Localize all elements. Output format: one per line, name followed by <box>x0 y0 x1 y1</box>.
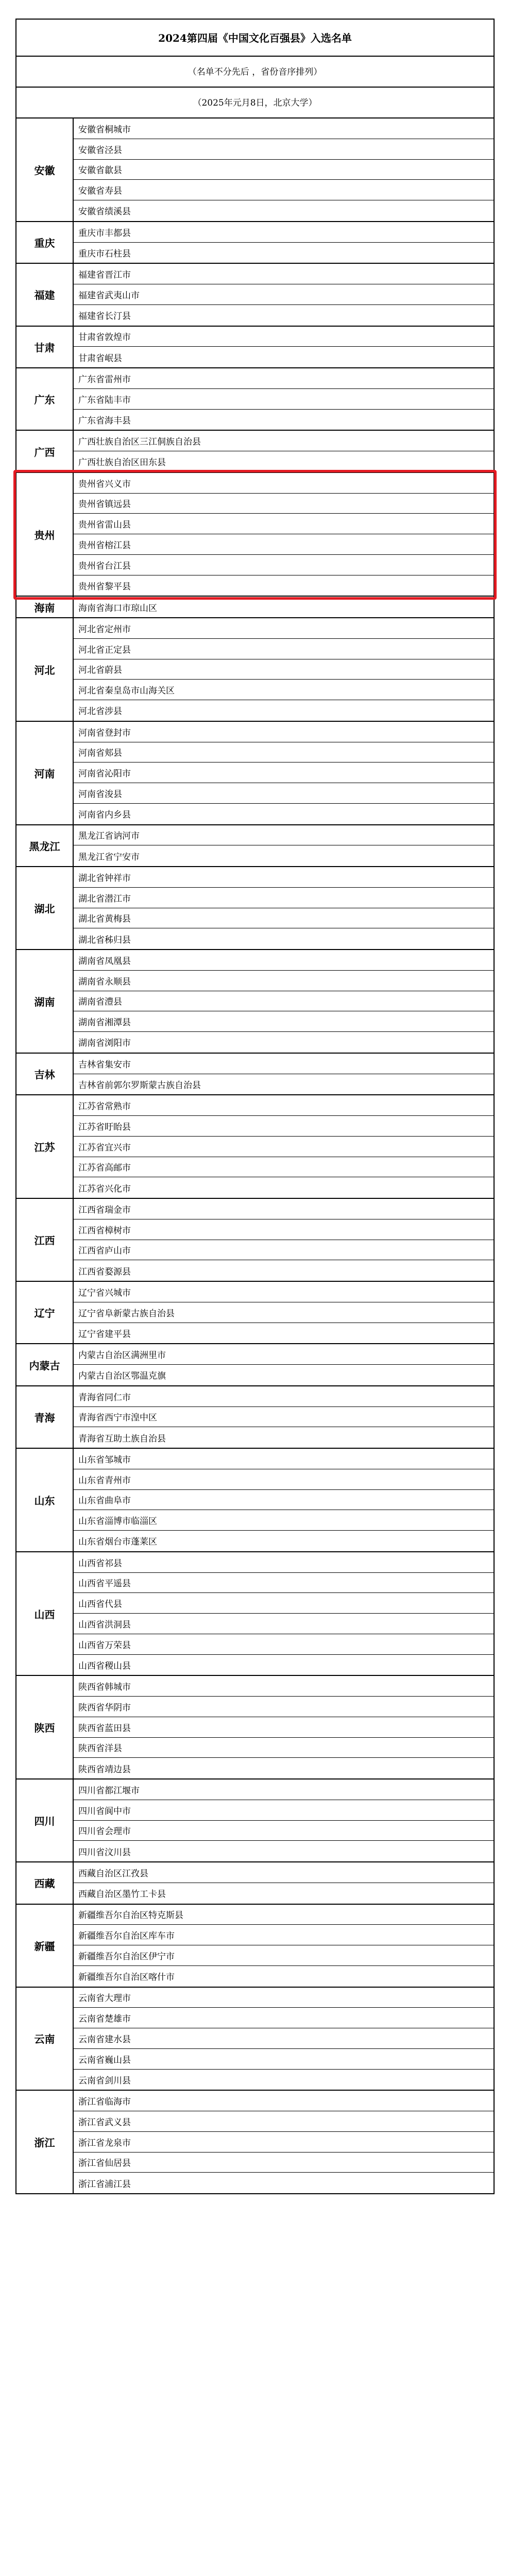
county-name: 河北省定州市 <box>74 618 494 639</box>
province-name: 四川 <box>16 1780 74 1861</box>
county-name: 四川省都江堰市 <box>74 1780 494 1800</box>
county-name: 湖北省秭归县 <box>78 935 131 945</box>
province-row <box>16 1282 494 1344</box>
province-name: 贵州 <box>16 473 74 596</box>
county-name: 江苏省高邮市 <box>74 1157 494 1178</box>
county-list <box>74 597 494 617</box>
county-name: 广东省陆丰市 <box>74 389 494 410</box>
county-name: 西藏自治区江孜县 <box>74 1862 494 1883</box>
county-name: 广东省雷州市 <box>74 368 494 389</box>
county-name: 黑龙江省宁安市 <box>78 852 140 862</box>
county-name: 湖南省澧县 <box>74 991 494 1012</box>
county-name: 海南省海口市琼山区 <box>78 603 157 614</box>
county-name: 山西省万荣县 <box>74 1634 494 1655</box>
province-name: 福建 <box>16 264 74 325</box>
county-name: 贵州省台江县 <box>74 555 494 575</box>
county-name: 山西省洪洞县 <box>74 1614 494 1634</box>
province-name: 西藏 <box>16 1862 74 1904</box>
province-name: 青海 <box>16 1386 74 1448</box>
county-list <box>74 1199 494 1281</box>
county-name: 贵州省雷山县 <box>74 514 494 534</box>
county-list <box>74 1054 494 1095</box>
county-list <box>74 950 494 1053</box>
province-name: 广西 <box>16 431 74 472</box>
county-name: 广西壮族自治区田东县 <box>78 457 166 468</box>
ordering-note: （名单不分先后 ，省份音序排列） <box>16 57 494 88</box>
county-list <box>74 825 494 867</box>
county-name: 新疆维吾尔自治区喀什市 <box>78 1972 175 1983</box>
county-name: 江苏省宜兴市 <box>74 1137 494 1157</box>
date-note: （2025年元月8日，北京大学） <box>16 88 494 118</box>
county-name: 贵州省兴义市 <box>74 473 494 494</box>
province-row <box>16 867 494 950</box>
province-name: 河南 <box>16 722 74 824</box>
county-name: 山东省淄博市临淄区 <box>74 1510 494 1531</box>
province-row <box>16 1905 494 1988</box>
county-name: 河北省正定县 <box>74 639 494 659</box>
county-name: 山东省青州市 <box>74 1469 494 1490</box>
province-name: 安徽 <box>16 118 74 221</box>
county-name: 云南省剑川县 <box>78 2075 131 2086</box>
county-name: 辽宁省阜新蒙古族自治县 <box>74 1302 494 1323</box>
province-row <box>16 431 494 473</box>
province-row <box>16 825 494 868</box>
province-name: 江苏 <box>16 1095 74 1198</box>
county-list <box>74 1386 494 1448</box>
county-list <box>74 867 494 949</box>
document-title: 2024第四届《中国文化百强县》入选名单 <box>16 20 494 57</box>
county-list <box>74 222 494 263</box>
county-name: 青海省同仁市 <box>74 1386 494 1407</box>
county-list <box>74 327 494 368</box>
province-row <box>16 1344 494 1386</box>
province-name: 湖南 <box>16 950 74 1053</box>
county-list <box>74 1988 494 2090</box>
province-name: 山东 <box>16 1449 74 1551</box>
county-name: 安徽省泾县 <box>74 139 494 160</box>
county-name: 浙江省仙居县 <box>74 2153 494 2173</box>
county-name: 山东省邹城市 <box>74 1449 494 1469</box>
province-row <box>16 1862 494 1905</box>
province-row <box>16 1095 494 1199</box>
county-name: 江苏省常熟市 <box>74 1095 494 1116</box>
province-row <box>16 1386 494 1449</box>
county-name: 湖北省潜江市 <box>74 888 494 908</box>
county-name: 山西省祁县 <box>74 1552 494 1573</box>
province-row <box>16 222 494 264</box>
county-name: 西藏自治区墨竹工卡县 <box>78 1889 166 1900</box>
county-list <box>74 1676 494 1778</box>
county-name: 江苏省兴化市 <box>78 1183 131 1194</box>
county-name: 湖南省浏阳市 <box>78 1038 131 1049</box>
county-name: 青海省互助土族自治县 <box>78 1433 166 1444</box>
province-row <box>16 597 494 618</box>
county-name: 江苏省盱眙县 <box>74 1116 494 1137</box>
province-name: 广东 <box>16 368 74 430</box>
county-list <box>74 264 494 325</box>
county-name: 福建省长汀县 <box>78 311 131 322</box>
province-row <box>16 1780 494 1862</box>
county-name: 江西省婺源县 <box>78 1266 131 1277</box>
county-list <box>74 1780 494 1861</box>
province-name: 浙江 <box>16 2091 74 2193</box>
province-name: 辽宁 <box>16 1282 74 1343</box>
county-list <box>74 1344 494 1385</box>
county-name: 重庆市丰都县 <box>74 222 494 243</box>
province-name: 湖北 <box>16 867 74 949</box>
county-name: 湖北省黄梅县 <box>74 908 494 929</box>
county-name: 贵州省榕江县 <box>74 534 494 555</box>
county-name: 安徽省寿县 <box>74 180 494 200</box>
county-name: 云南省建水县 <box>74 2028 494 2049</box>
county-name: 内蒙古自治区鄂温克旗 <box>78 1371 166 1382</box>
county-name: 湖北省钟祥市 <box>74 867 494 888</box>
county-name: 青海省西宁市湟中区 <box>74 1407 494 1428</box>
county-name: 云南省巍山县 <box>74 2049 494 2070</box>
county-name: 河北省涉县 <box>78 706 122 717</box>
county-name: 江西省庐山市 <box>74 1240 494 1261</box>
county-name: 河北省蔚县 <box>74 659 494 680</box>
county-name: 辽宁省建平县 <box>78 1329 131 1340</box>
county-name: 湖南省永顺县 <box>74 971 494 991</box>
province-row <box>16 473 494 597</box>
province-row <box>16 1988 494 2091</box>
county-name: 甘肃省敦煌市 <box>74 327 494 347</box>
county-name: 甘肃省岷县 <box>78 353 122 364</box>
province-name: 河北 <box>16 618 74 721</box>
county-name: 贵州省黎平县 <box>78 581 131 592</box>
county-name: 陕西省靖边县 <box>78 1764 131 1775</box>
county-name: 重庆市石柱县 <box>78 248 131 259</box>
county-list <box>74 2091 494 2193</box>
province-row <box>16 118 494 222</box>
county-name: 云南省大理市 <box>74 1988 494 2008</box>
province-row <box>16 264 494 326</box>
county-name: 浙江省武义县 <box>74 2111 494 2132</box>
county-name: 河南省郏县 <box>74 742 494 763</box>
county-name: 新疆维吾尔自治区特克斯县 <box>74 1905 494 1925</box>
county-name: 河南省浚县 <box>74 783 494 804</box>
county-name: 河南省登封市 <box>74 722 494 742</box>
county-name: 四川省阆中市 <box>74 1800 494 1821</box>
province-name: 黑龙江 <box>16 825 74 867</box>
province-row <box>16 1054 494 1096</box>
province-name: 新疆 <box>16 1905 74 1987</box>
county-name: 山西省代县 <box>74 1593 494 1614</box>
county-list-table <box>15 19 495 2194</box>
county-list <box>74 1862 494 1904</box>
province-row <box>16 1449 494 1552</box>
county-name: 黑龙江省讷河市 <box>74 825 494 846</box>
county-name: 广东省海丰县 <box>78 415 131 426</box>
county-name: 四川省汶川县 <box>78 1847 131 1858</box>
province-name: 甘肃 <box>16 327 74 368</box>
province-name: 海南 <box>16 597 74 617</box>
province-row <box>16 1676 494 1780</box>
county-name: 河北省秦皇岛市山海关区 <box>74 680 494 700</box>
province-name: 重庆 <box>16 222 74 263</box>
county-list <box>74 1282 494 1343</box>
province-rows <box>16 118 494 2193</box>
county-name: 安徽省桐城市 <box>74 118 494 139</box>
county-name: 安徽省绩溪县 <box>78 207 131 217</box>
county-list <box>74 618 494 721</box>
county-name: 福建省晋江市 <box>74 264 494 284</box>
county-list <box>74 1095 494 1198</box>
county-list <box>74 1449 494 1551</box>
county-list <box>74 1905 494 1987</box>
county-name: 四川省会理市 <box>74 1821 494 1841</box>
county-name: 山东省曲阜市 <box>74 1490 494 1511</box>
county-name: 浙江省龙泉市 <box>74 2132 494 2153</box>
county-name: 江西省樟树市 <box>74 1219 494 1240</box>
county-name: 陕西省华阴市 <box>74 1697 494 1717</box>
county-name: 江西省瑞金市 <box>74 1199 494 1219</box>
county-name: 吉林省前郭尔罗斯蒙古族自治县 <box>78 1080 201 1091</box>
county-name: 新疆维吾尔自治区库车市 <box>74 1925 494 1945</box>
county-name: 浙江省临海市 <box>74 2091 494 2111</box>
county-name: 内蒙古自治区满洲里市 <box>74 1344 494 1365</box>
province-row <box>16 368 494 431</box>
county-list <box>74 118 494 221</box>
county-name: 浙江省浦江县 <box>78 2179 131 2190</box>
county-name: 河南省沁阳市 <box>74 762 494 783</box>
province-name: 山西 <box>16 1552 74 1675</box>
county-list <box>74 722 494 824</box>
province-row <box>16 722 494 825</box>
province-row <box>16 1199 494 1282</box>
county-name: 新疆维吾尔自治区伊宁市 <box>74 1945 494 1966</box>
province-name: 内蒙古 <box>16 1344 74 1385</box>
province-row <box>16 950 494 1054</box>
county-name: 吉林省集安市 <box>74 1054 494 1074</box>
county-name: 山西省平遥县 <box>74 1573 494 1594</box>
province-row <box>16 618 494 722</box>
county-list <box>74 1552 494 1675</box>
county-list <box>74 473 494 596</box>
county-list <box>74 431 494 472</box>
county-name: 辽宁省兴城市 <box>74 1282 494 1302</box>
province-name: 吉林 <box>16 1054 74 1095</box>
province-row <box>16 1552 494 1676</box>
province-name: 江西 <box>16 1199 74 1281</box>
county-name: 河南省内乡县 <box>78 810 131 821</box>
province-row <box>16 2091 494 2193</box>
county-list <box>74 368 494 430</box>
county-name: 安徽省歙县 <box>74 160 494 180</box>
county-name: 广西壮族自治区三江侗族自治县 <box>74 431 494 451</box>
county-name: 湖南省凤凰县 <box>74 950 494 971</box>
county-name: 云南省楚雄市 <box>74 2008 494 2028</box>
county-name: 山东省烟台市蓬莱区 <box>78 1537 157 1548</box>
province-row <box>16 327 494 369</box>
province-name: 云南 <box>16 1988 74 2090</box>
county-name: 贵州省镇远县 <box>74 494 494 514</box>
county-name: 陕西省韩城市 <box>74 1676 494 1697</box>
province-name: 陕西 <box>16 1676 74 1778</box>
county-name: 陕西省洋县 <box>74 1738 494 1758</box>
county-name: 湖南省湘潭县 <box>74 1011 494 1032</box>
county-name: 山西省稷山县 <box>78 1660 131 1671</box>
county-name: 福建省武夷山市 <box>74 284 494 305</box>
county-name: 陕西省蓝田县 <box>74 1717 494 1738</box>
